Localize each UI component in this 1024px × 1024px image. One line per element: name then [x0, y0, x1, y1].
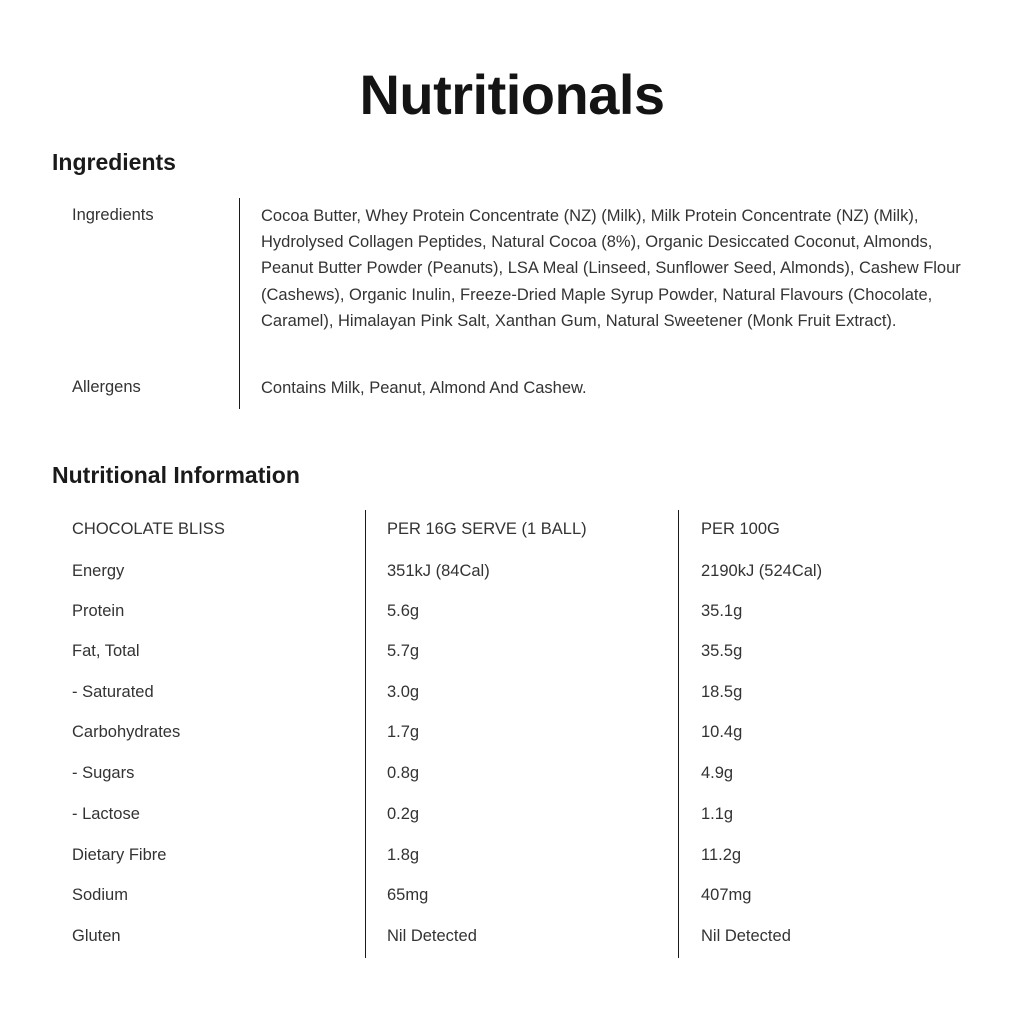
nutrition-table — [52, 510, 982, 958]
table-row — [52, 921, 982, 951]
per-serve-value: 1.7g — [387, 723, 420, 741]
per-serve-value: 3.0g — [387, 683, 420, 701]
per-100g-value: 1.1g — [701, 805, 734, 823]
nutrient-name: Energy — [72, 562, 125, 580]
per-100g-value: 18.5g — [701, 683, 743, 701]
column-header-per-100g: PER 100G — [701, 520, 780, 538]
per-serve-value: 65mg — [387, 886, 429, 904]
nutrient-name: Fat, Total — [72, 642, 140, 660]
table-row — [52, 880, 982, 910]
table-row — [52, 799, 982, 829]
nutrient-name: Sodium — [72, 886, 128, 904]
nutrient-name: - Sugars — [72, 764, 135, 782]
per-serve-value: Nil Detected — [387, 927, 477, 945]
table-row — [52, 596, 982, 626]
table-row — [52, 677, 982, 707]
per-serve-value: 0.2g — [387, 805, 420, 823]
ingredients-table — [52, 198, 982, 409]
per-100g-value: 10.4g — [701, 723, 743, 741]
nutrient-name: Dietary Fibre — [72, 846, 167, 864]
nutrition-heading: Nutritional Information — [52, 462, 300, 488]
column-header-per-serve: PER 16G SERVE (1 BALL) — [387, 520, 587, 538]
nutrient-name: Protein — [72, 602, 125, 620]
per-100g-value: 11.2g — [701, 846, 742, 864]
table-header-row — [52, 514, 982, 544]
nutrient-name: Gluten — [72, 927, 121, 945]
ingredients-heading: Ingredients — [52, 149, 176, 175]
per-serve-value: 5.7g — [387, 642, 420, 660]
nutrient-name: - Saturated — [72, 683, 154, 701]
ingredients-label: Ingredients — [72, 206, 154, 224]
table-row — [52, 840, 982, 870]
per-100g-value: Nil Detected — [701, 927, 791, 945]
per-serve-value: 1.8g — [387, 846, 420, 864]
column-header-product: CHOCOLATE BLISS — [72, 520, 225, 538]
per-serve-value: 5.6g — [387, 602, 420, 620]
nutrient-name: Carbohydrates — [72, 723, 181, 741]
per-100g-value: 35.1g — [701, 602, 743, 620]
table-row — [52, 636, 982, 666]
per-100g-value: 35.5g — [701, 642, 743, 660]
per-100g-value: 2190kJ (524Cal) — [701, 562, 823, 580]
page-title: Nutritionals — [359, 63, 665, 126]
table-row — [52, 758, 982, 788]
per-serve-value: 351kJ (84Cal) — [387, 562, 490, 580]
ingredients-divider — [239, 198, 240, 409]
table-row — [52, 717, 982, 747]
ingredients-value: Cocoa Butter, Whey Protein Concentrate (NZ) (Milk), Milk Protein Concentrate (NZ) (Milk), Hydrolysed Collagen Peptides, Natural Cocoa (8%), Organic Desiccated Coconut, Almonds, Peanut Butter Powder (Peanuts), LSA Meal (Linseed, Sunflower Seed, Almonds), Cashew Flour (Cashews), Organic Inulin, Freeze-Dried Maple Syrup Powder, Natural Flavours (Chocolate, Caramel), Himalayan Pink Salt, Xanthan Gum, Natural Sweetener (Monk Fruit Extract). — [261, 207, 961, 330]
table-row — [52, 556, 982, 586]
per-serve-value: 0.8g — [387, 764, 420, 782]
nutrient-name: - Lactose — [72, 805, 140, 823]
allergens-value: Contains Milk, Peanut, Almond And Cashew. — [261, 379, 587, 397]
per-100g-value: 4.9g — [701, 764, 734, 782]
allergens-label: Allergens — [72, 378, 141, 396]
per-100g-value: 407mg — [701, 886, 752, 904]
